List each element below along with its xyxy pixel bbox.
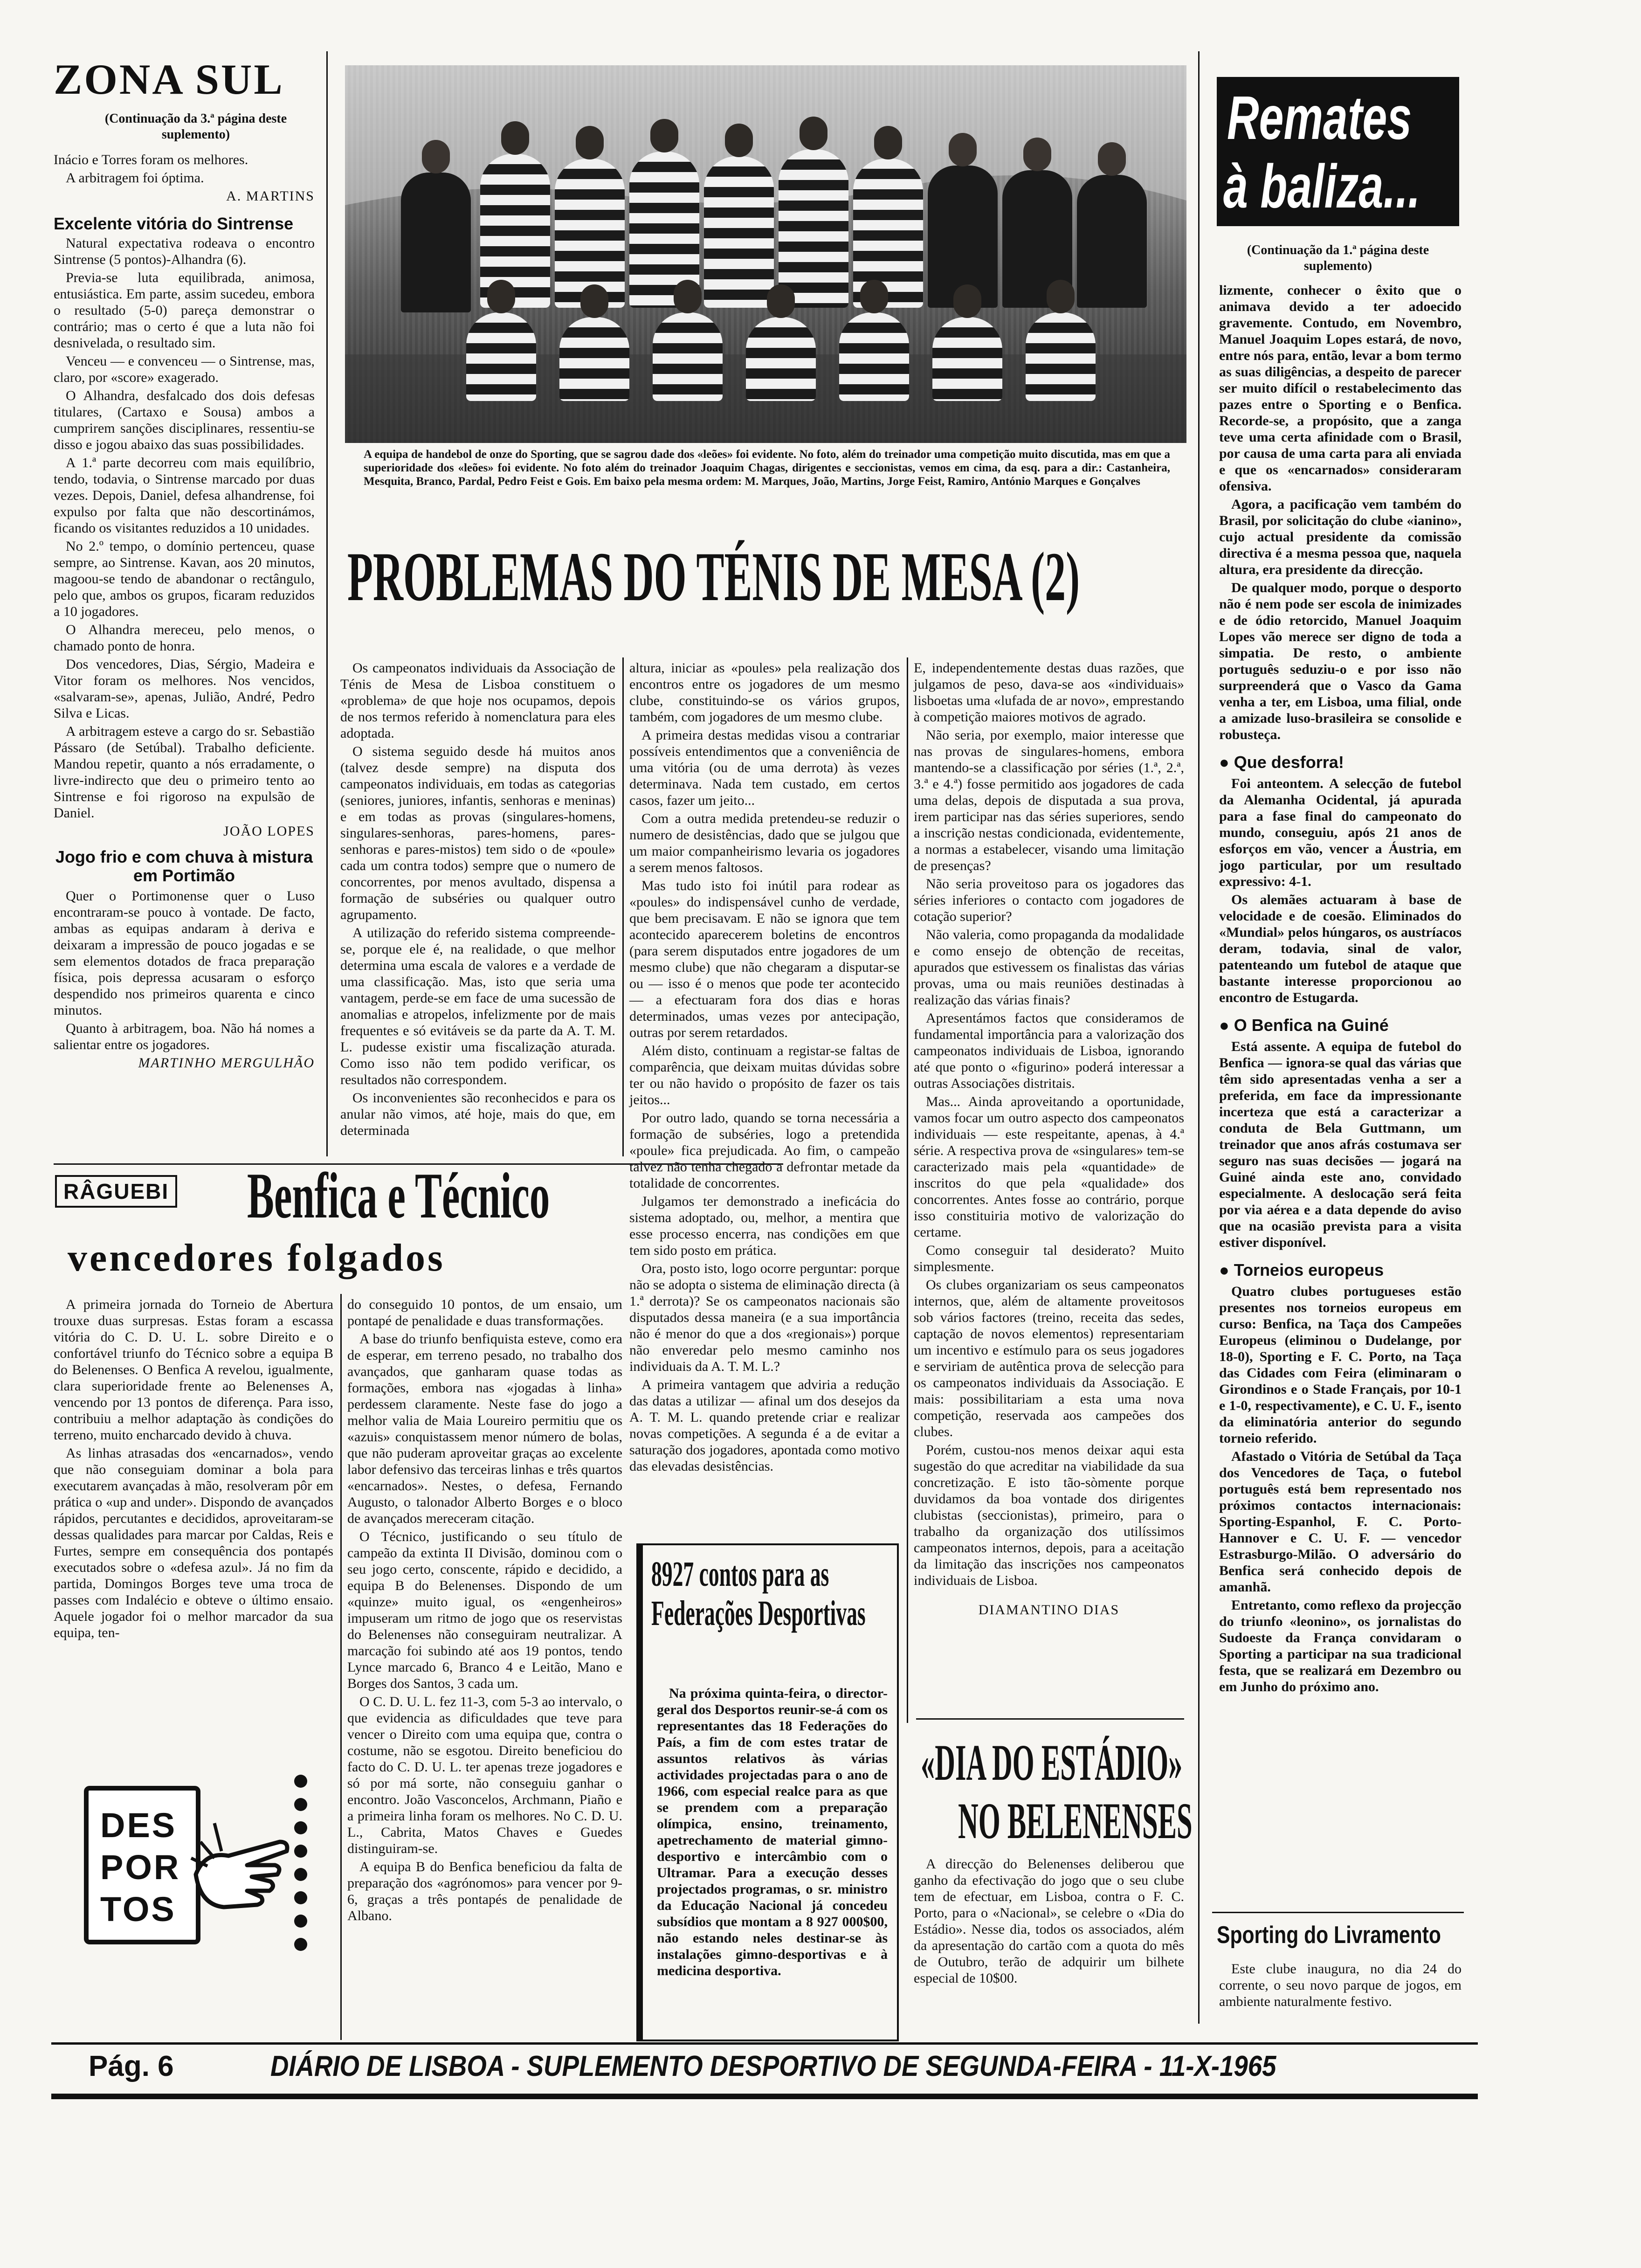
tenis-paragraph: Por outro lado, quando se torna necessária a formação de subséries, logo a pretendida «poule» fica prejudicada. Ao fim, o campeão talvez não tenha chegado a defrontar metade da totalidade de concorrentes. xyxy=(629,1110,900,1191)
raguebi-paragraph: do conseguido 10 pontos, de um ensaio, um pontapé de penalidade e duas transformações. xyxy=(347,1297,622,1328)
tenis-paragraph: A primeira vantagem que adviria a redução das datas a utilizar — afinal um dos desejos da A. T. M. L. quando pretende criar e realizar novas competições. A segunda é a de evitar a saturação dos jogadores, apontada como motivo das elevadas desistências. xyxy=(629,1377,900,1474)
remates-paragraph: Agora, a pacificação vem também do Brasil, por solicitação do clube «ianino», cujo actual presidente da comissão directiva é a mesma pessoa que, naquela altura, era presidente da direcção. xyxy=(1219,497,1462,577)
section-divider xyxy=(1212,1912,1464,1913)
portimao-heading: Jogo frio e com chuva à mistura em Portimão xyxy=(55,847,313,885)
tenis-paragraph: Apresentámos factos que consideramos de fundamental importância para a valorização dos campeonatos individuais de Lisboa, ignorando até que ponto o «figurino» poderá interessar a outras Associações distritais. xyxy=(914,1010,1184,1091)
raguebi-paragraph: A primeira jornada do Torneio de Abertura trouxe duas surpresas. Estas foram a escassa vitória do C. D. U. L. sobre Direito e o confortável triunfo do Técnico sobre a equipa B do Belenenses. O Benfica A revelou, igualmente, clara superioridade frente ao Belenenses A, vencendo por 13 pontos de diferença. Para isso, contribuiu a melhor adaptação às condições do terreno, muito encharcado devido à chuva. xyxy=(54,1297,333,1443)
torneios-paragraph: Afastado o Vitória de Setúbal da Taça dos Vencedores de Taça, o futebol português está bem representado nos próximos contactos internacionais: Sporting-Espanhol, F. C. Porto-Hannover e C. U. F. — vencedor Estrasburgo-Milão. O adversário do Benfica será conhecido depois de amanhã. xyxy=(1219,1449,1462,1595)
remates-continuation: (Continuação da 1.ª página deste suplemento) xyxy=(1247,243,1429,273)
tenis-column-2 xyxy=(629,660,900,1476)
column-divider xyxy=(340,1294,342,2040)
contos-box xyxy=(636,1543,899,2041)
zona-sul-signature-3: MARTINHO MERGULHÃO xyxy=(138,1055,315,1071)
tenis-paragraph: E, independentemente destas duas razões, que julgamos de peso, dava-se aos «individuais» lisboetas uma «lufada de ar novo», emprestando à competição maiores motivos de agrado. xyxy=(914,660,1184,725)
raguebi-paragraph: O Técnico, justificando o seu título de campeão da extinta II Divisão, dominou com o seu jogo certo, conscente, rápido e decidido, a equipa B do Belenenses. Dispondo de um «quinze» muito igual, os «engenheiros» impuseram um ritmo de jogo que os reservistas do Belenenses não conseguiram neutralizar. A marcação foi subindo até aos 19 pontos, tendo Lynce marcado 6, Branco 4 e Leitão, Mano e Borges dos Santos, 3 cada um. xyxy=(347,1529,622,1691)
sintrense-paragraph: Dos vencedores, Dias, Sérgio, Madeira e Vitor foram os melhores. Nos vencidos, «salvaram-se», apenas, Julião, André, Pedro Silva e Licas. xyxy=(54,657,315,721)
sintrense-paragraph: A 1.ª parte decorreu com mais equilíbrio, tendo, todavia, o Sintrense marcado por duas vezes. Depois, Daniel, defesa alhandrense, foi expulso por falta que não descortinámos, ficando os visitantes reduzidos a 10 unidades. xyxy=(54,455,315,536)
remates-paragraph: lizmente, conhecer o êxito que o animava devido a ter adoecido gravemente. Contudo, em Novembro, Manuel Joaquim Lopes estará, de novo, entre nós para, então, levar a bom termo as suas diligências, a despeito de parecer ser muito difícil o restabelecimento das pazes entre o Sporting e o Benfica. Recorde-se, a propósito, que a zanga teve uma certa afinidade com o Brasil, por causa de uma carta para ali enviada e que os «encarnados» consideraram ofensiva. xyxy=(1219,283,1462,494)
zona-sul-signature-1: A. MARTINS xyxy=(226,188,315,204)
desportos-logo xyxy=(70,1767,312,1954)
zona-sul-column xyxy=(54,152,315,1071)
torneios-paragraph: Entretanto, como reflexo da projecção do triunfo «leonino», os jornalistas do Sudoeste da França convidaram o Sporting a participar na sua tradicional festa, que se realizará em Dezembro ou em Junho do próximo ano. xyxy=(1219,1597,1462,1694)
footer-masthead: DIÁRIO DE LISBOA - SUPLEMENTO DESPORTIVO DE SEGUNDA-FEIRA - 11-X-1965 xyxy=(270,2050,1276,2082)
sintrense-heading: Excelente vitória do Sintrense xyxy=(54,214,294,233)
portimao-paragraph: Quanto à arbitragem, boa. Não há nomes a salientar entre os jogadores. xyxy=(54,1021,315,1052)
remates-column xyxy=(1219,282,1462,1697)
column-divider xyxy=(907,657,908,1723)
tenis-paragraph: altura, iniciar as «poules» pela realização dos encontros entre os jogadores de um mesmo clube, constituindo-se os vários grupos, também, com jogadores de um mesmo clube. xyxy=(629,660,900,725)
zona-sul-title: ZONA SUL xyxy=(54,55,284,103)
tenis-paragraph: Não seria proveitoso para os jogadores das séries inferiores o contacto com jogadores de cotação superior? xyxy=(914,876,1184,924)
column-divider xyxy=(622,657,624,1156)
livramento-column xyxy=(1219,1961,1462,2012)
footer-rule-bottom xyxy=(51,2094,1478,2099)
logo-text-2: POR xyxy=(100,1848,181,1887)
tenis-paragraph: Com a outra medida pretendeu-se reduzir o numero de desistências, dado que se julgou que um maior companheirismo levaria os jogadores a serem menos faltosos. xyxy=(629,811,900,875)
tenis-paragraph: Os campeonatos individuais da Associação de Ténis de Mesa de Lisboa constituem o «problema» de que hoje nos ocupamos, depois de nos termos referido à nomenclatura para eles adoptada. xyxy=(340,660,615,741)
estadio-column xyxy=(914,1856,1184,1988)
desforra-paragraph: Foi anteontem. A selecção de futebol da Alemanha Ocidental, já apurada para a fase final do campeonato do mundo, conseguiu, após 21 anos de esforços em vão, vencer a Áustria, em jogo particular, por um resultado expressivo: 4-1. xyxy=(1219,776,1462,889)
raguebi-title: Benfica e Técnico xyxy=(247,1160,550,1232)
desforra-paragraph: Os alemães actuaram à base de velocidade e de coesão. Eliminados do «Mundial» pelos húngaros, os austríacos deram, todavia, sinal de valor, patenteando um futebol de ataque que bastante interesse proporcionou ao encontro de Estugarda. xyxy=(1219,892,1462,1005)
team-photo xyxy=(345,65,1186,443)
tenis-paragraph: Os clubes organizariam os seus campeonatos internos, que, além de altamente proveitosos sob vários factores (treino, receita das sedes, captação de novos elementos) representariam um incentivo e estímulo para os seus jogadores e serviriam de autêntica prova de selecção para os campeonatos individuais da Associação. E mais: possibilitariam a esta uma nova competição, reservada aos campeões dos clubes. xyxy=(914,1277,1184,1439)
dot-border-icon xyxy=(291,1767,310,1954)
logo-text-3: TOS xyxy=(100,1890,176,1929)
sintrense-paragraph: No 2.º tempo, o domínio pertenceu, quase sempre, ao Sintrense. Kavan, aos 20 minutos, magoou-se tendo de abandonar o rectângulo, pelo que, ambos os grupos, ficaram reduzidos a 10 jogadores. xyxy=(54,539,315,619)
tenis-paragraph: A utilização do referido sistema compreende-se, porque ele é, na realidade, o que melhor determina uma escala de valores e a verdade de uma classificação. Mas, isto que seria uma vantagem, perde-se em face de uma sucessão de anomalias e atropelos, infelizmente por de mais frequentes e só evitáveis se da parte da A. T. M. L. pudesse existir uma fiscalização aturada. Como isso não tem podido verificar, os resultados não correspondem. xyxy=(340,925,615,1087)
tenis-paragraph: O sistema seguido desde há muitos anos (talvez desde sempre) na disputa dos campeonatos individuais, em todas as categorias (seniores, juniores, infantis, senhoras e meninas) e em todas as provas (singulares-homens, singulares-senhoras, pares-homens, pares-senhoras e pares-mistos) tem sido o de «poule» cada um contra todos) sempre que o numero de concorrentes, por menos avultado, dispensa a formação de subséries ou qualquer outro agrupamento. xyxy=(340,744,615,922)
contos-paragraph: Na próxima quinta-feira, o director-geral dos Desportos reunir-se-á com os representantes das 18 Federações do País, a fim de com estes tratar de assuntos relativos às várias actividades projectadas para o ano de 1966, com especial realce para as que se prendem com a preparação olímpica, ensino, treinamento, apetrechamento de material gimno-desportivo e intercâmbio com o Ultramar. Para a execução desses projectados programas, o sr. ministro da Educação Nacional já concedeu subsídios que montam a 8 927 000$00, não estando neles destinar-se às instalações gimno-desportivas e à medicina desportiva. xyxy=(657,1686,888,1978)
column-divider xyxy=(1198,51,1200,2024)
sintrense-paragraph: Natural expectativa rodeava o encontro Sintrense (5 pontos)-Alhandra (6). xyxy=(54,235,315,267)
tenis-paragraph: Julgamos ter demonstrado a ineficácia do sistema adoptado, ou, melhor, a mentira que esse processo encerra, nas condições em que tem sido posto em prática. xyxy=(629,1194,900,1258)
tenis-paragraph: Ora, posto isto, logo ocorre perguntar: porque não se adopta o sistema de eliminação directa (à 1.ª derrota)? Se os campeonatos nacionais são disputados dessa maneira (e a sua importância não é menor do que a dos «regionais») porque não enveredar pelo mesmo caminho nos individuais da A. T. M. L.? xyxy=(629,1261,900,1374)
estadio-title-2: NO BELENENSES xyxy=(958,1792,1193,1849)
tenis-column-3 xyxy=(914,660,1184,1618)
zona-sul-intro-2: A arbitragem foi óptima. xyxy=(66,170,204,186)
sintrense-paragraph: Previa-se luta equilibrada, animosa, entusiástica. Em parte, assim sucedeu, embora o resultado (5-0) pareça demonstrar o contrário; mas o certo é que a luta não foi desnivelada, o resultado sim. xyxy=(54,270,315,351)
livramento-paragraph: Este clube inaugura, no dia 24 do corrente, o seu novo parque de jogos, em ambiente naturalmente festivo. xyxy=(1219,1961,1462,2009)
sintrense-paragraph: O Alhandra, desfalcado dos dois defesas titulares, (Cartaxo e Sousa) ambos a cumprirem sanções disciplinares, ressentiu-se disso e jogou abaixo das suas possibilidades. xyxy=(54,388,315,452)
zona-sul-intro-1: Inácio e Torres foram os melhores. xyxy=(54,152,248,167)
remates-header xyxy=(1217,77,1459,226)
guine-paragraph: Está assente. A equipa de futebol do Benfica — ignora-se qual das várias que têm sido apresentadas venha a ser a preferida, em face da impressionante incerteza que está a caracterizar a conduta de Bela Guttmann, um treinador que anos afrás costumava ser seguro nas suas decisões — jogará na Guiné ainda este ano, convidado especialmente. A deslocação será feita por via aérea e a data depende do aviso que na ocasião prevista para a visita estiver disponível. xyxy=(1219,1039,1462,1250)
tenis-paragraph: Os inconvenientes são reconhecidos e para os anular não vimos, até hoje, mais do que, em determinada xyxy=(340,1090,615,1138)
desforra-heading: ● Que desforra! xyxy=(1219,753,1344,772)
zona-sul-signature-2: JOÃO LOPES xyxy=(223,823,315,839)
section-divider xyxy=(916,1718,1184,1720)
sintrense-paragraph: Venceu — e convenceu — o Sintrense, mas, claro, por «score» exagerado. xyxy=(54,353,315,385)
sintrense-paragraph: O Alhandra mereceu, pelo menos, o chamado ponto de honra. xyxy=(54,622,315,654)
raguebi-tag-label: RÂGUEBI xyxy=(63,1179,169,1203)
raguebi-column-1 xyxy=(54,1296,333,1643)
raguebi-paragraph: A equipa B do Benfica beneficiou da falta de preparação dos «agrónomos» para vencer por 9-6, graças a três pontapés de penalidade de Albano. xyxy=(347,1859,622,1923)
tenis-signature: DIAMANTINO DIAS xyxy=(978,1602,1120,1618)
tenis-paragraph: A primeira destas medidas visou a contrariar possíveis entendimentos que a conveniência de uma vitória (ou de uma derrota) às vezes determinava. Nada tem custado, em certos casos, fazer um jeito... xyxy=(629,727,900,808)
pointing-hand-icon xyxy=(186,1814,298,1926)
estadio-title-1: «DIA DO ESTÁDIO» xyxy=(921,1734,1183,1791)
footer-rule-top xyxy=(51,2042,1478,2045)
raguebi-paragraph: A base do triunfo benfiquista esteve, como era de esperar, em terreno pesado, no trabalho dos avançados, que ganharam quase todas as formações, embora nas «jogadas à linha» perdessem claramente. Neste fase do jogo a melhor valia de Maia Loureiro permitiu que os «azuis» conquistassem menor número de bolas, que não puderam aproveitar graças ao excelente labor defensivo das terceiras linhas e três quartos «encarnados». Nestes, o defesa, Fernando Augusto, o talonador Alberto Borges e o bloco de avançados mereceram citação. xyxy=(347,1331,622,1526)
footer-page-number: Pág. 6 xyxy=(89,2050,174,2082)
tenis-column-1 xyxy=(340,660,615,1141)
column-divider xyxy=(326,51,328,1156)
tenis-paragraph: Porém, custou-nos menos deixar aqui esta sugestão do que acreditar na viabilidade da sua concretização. E isto tão-sòmente porque duvidamos da boa vontade dos dirigentes clubistas (seccionistas), primeiro, para o trabalho da organização dos utilíssimos campeonatos internos, depois, para a aceitação da limitação das inscrições nos campeonatos individuais de Lisboa. xyxy=(914,1442,1184,1588)
remates-title-2: à baliza... xyxy=(1223,152,1420,221)
torneios-heading: ● Torneios europeus xyxy=(1219,1260,1384,1279)
raguebi-column-2 xyxy=(347,1296,622,1926)
remates-title-1: Remates xyxy=(1227,83,1412,152)
tenis-paragraph: Não seria, por exemplo, maior interesse que nas provas de singulares-homens, embora mantendo-se a classificação por séries (1.ª, 2.ª, 3.ª e 4.ª) fosse permitido aos jogadores de cada uma delas, depois de disputada a sua prova, irem participar nas das séries superiores, sendo a inscrição nestas condicionada, evidentemente, a normas a estabelecer, visando uma limitação de presenças? xyxy=(914,727,1184,873)
tenis-paragraph: Mas... Ainda aproveitando a oportunidade, vamos focar um outro aspecto dos campeonatos individuais — este respeitante, apenas, à 4.ª série. A respectiva prova de «singulares» tem-se caracterizado mais pela «quantidade» de inscritos do que pela «qualidade» dos concorrentes. Antes fosse ao contrário, porque isso constituiria motivo de valorização do certame. xyxy=(914,1094,1184,1240)
remates-paragraph: De qualquer modo, porque o desporto não é nem pode ser escola de inimizades e de ódio retorcido, Manuel Joaquim Lopes vão merece ser digno de toda a simpatia. De resto, o ambiente português seduziu-o e por isso não surpreenderá que o Vasco da Gama venha a ter, em Lisboa, uma filial, onde a amizade luso-brasileira se consolide e robusteça. xyxy=(1219,580,1462,742)
logo-text-1: DES xyxy=(100,1806,177,1845)
tenis-paragraph: Não valeria, como propaganda da modalidade e como ensejo de obtenção de receitas, apurados que estivessem os finalistas das várias provas, uma ou mais reuniões destinadas à realização das várias finais? xyxy=(914,927,1184,1008)
estadio-paragraph: A direcção do Belenenses deliberou que ganho da efectivação do jogo que o seu clube tem de efectuar, em Lisboa, contra o F. C. Porto, para o «Nacional», se celebre o «Dia do Estádio». Nesse dia, todos os associados, além da apresentação do cartão com a quota do mês de Outubro, terão de adquirir um bilhete especial de 10$00. xyxy=(914,1856,1184,1986)
torneios-paragraph: Quatro clubes portugueses estão presentes nos torneios europeus em curso: Benfica, na Taça dos Campeões Europeus (eliminou o Dudelange, por 18-0), Sporting e F. C. Porto, na Taça das Cidades com Feira (eliminaram o Girondinos e o Stade Français, por 10-1 e 1-0, respectivamente), e C. U. F., isento da eliminatória anterior do segundo torneio referido. xyxy=(1219,1284,1462,1446)
raguebi-paragraph: As linhas atrasadas dos «encarnados», vendo que não conseguiam dominar a bola para executarem avançadas à mão, resolveram pôr em prática o «up and under». Dispondo de avançados rápidos, percutantes e decididos, aproveitaram-se dessas qualidades para marcar por Caldas, Reis e Furtes, sempre em consequência dos pontapés executados sobre o «defesa azul». Já no fim da partida, Domingos Borges teve uma troca de passes com Indalécio e obteve o último ensaio. Aquele jogador foi o melhor marcador da sua equipa, ten- xyxy=(54,1445,333,1640)
zona-sul-continuation: (Continuação da 3.ª página deste suplemento) xyxy=(104,111,287,142)
sintrense-paragraph: A arbitragem esteve a cargo do sr. Sebastião Pássaro (de Setúbal). Trabalho deficiente. Mandou repetir, quanto a nós erradamente, o livre-indirecto que deu o primeiro tento ao Sintrense e foi rigoroso na expulsão de Daniel. xyxy=(54,724,315,821)
raguebi-tag xyxy=(55,1175,177,1208)
raguebi-paragraph: O C. D. U. L. fez 11-3, com 5-3 ao intervalo, o que evidencia as dificuldades que teve para vencer o Direito com uma equipa que, contra o costume, não se esgotou. Direito beneficiou do facto do C. D. U. L. ter apenas treze jogadores e só por má sorte, não conseguiu ganhar o encontro. João Vasconcelos, Archmann, Piaño e a primeira linha foram os melhores. No C. D. U. L., Cabrita, Matos Chaves e Guedes distinguiram-se. xyxy=(347,1694,622,1856)
raguebi-subtitle: vencedores folgados xyxy=(68,1236,445,1279)
livramento-title: Sporting do Livramento xyxy=(1217,1922,1441,1949)
portimao-paragraph: Quer o Portimonense quer o Luso encontraram-se pouco à vontade. De facto, ambas as equipas andaram à deriva e deixaram a impressão de pouco jogadas e se sem elementos dotados de fraca preparação física, pois depressa acusaram o esforço despendido nos primeiros quarenta e cinco minutos. xyxy=(54,888,315,1018)
tenis-title: PROBLEMAS DO TÉNIS DE MESA (2) xyxy=(347,538,1080,615)
tenis-paragraph: Como conseguir tal desiderato? Muito simplesmente. xyxy=(914,1243,1184,1274)
tenis-paragraph: Mas tudo isto foi inútil para rodear as «poules» do indispensável cunho de verdade, que bem precisavam. E não se ignora que tem acontecido aparecerem boletins de encontros (para serem disputados entre jogadores de um mesmo clube) que não chegaram a disputar-se ou — isso é o menos que pode ter acontecido — a efectuaram fora dos dias e horas determinados, umas vezes por antecipação, outras por serem retardados. xyxy=(629,878,900,1040)
contos-title: 8927 contos para as Federações Desportivas xyxy=(651,1555,866,1633)
photo-caption: A equipa de handebol de onze do Sporting, que se sagrou dade dos «leões» foi evidente. No foto, além do treinador uma competição muito discutida, mas em que a superioridade dos «leões» foi evidente. No foto além do treinador Joaquim Chagas, dirigentes e seccionistas, vemos em cima, da esq. para a dir.: Castanheira, Mesquita, Branco, Pardal, Pedro Feist e Gois. Em baixo pela mesma ordem: M. Marques, João, Martins, Jorge Feist, Ramiro, António Marques e Gonçalves xyxy=(364,448,1170,488)
guine-heading: ● O Benfica na Guiné xyxy=(1219,1016,1389,1035)
tenis-paragraph: Além disto, continuam a registar-se faltas de comparência, que deixam muitas dúvidas sobre ter ou não havido o propósito de fazer os tais jeitos... xyxy=(629,1043,900,1107)
